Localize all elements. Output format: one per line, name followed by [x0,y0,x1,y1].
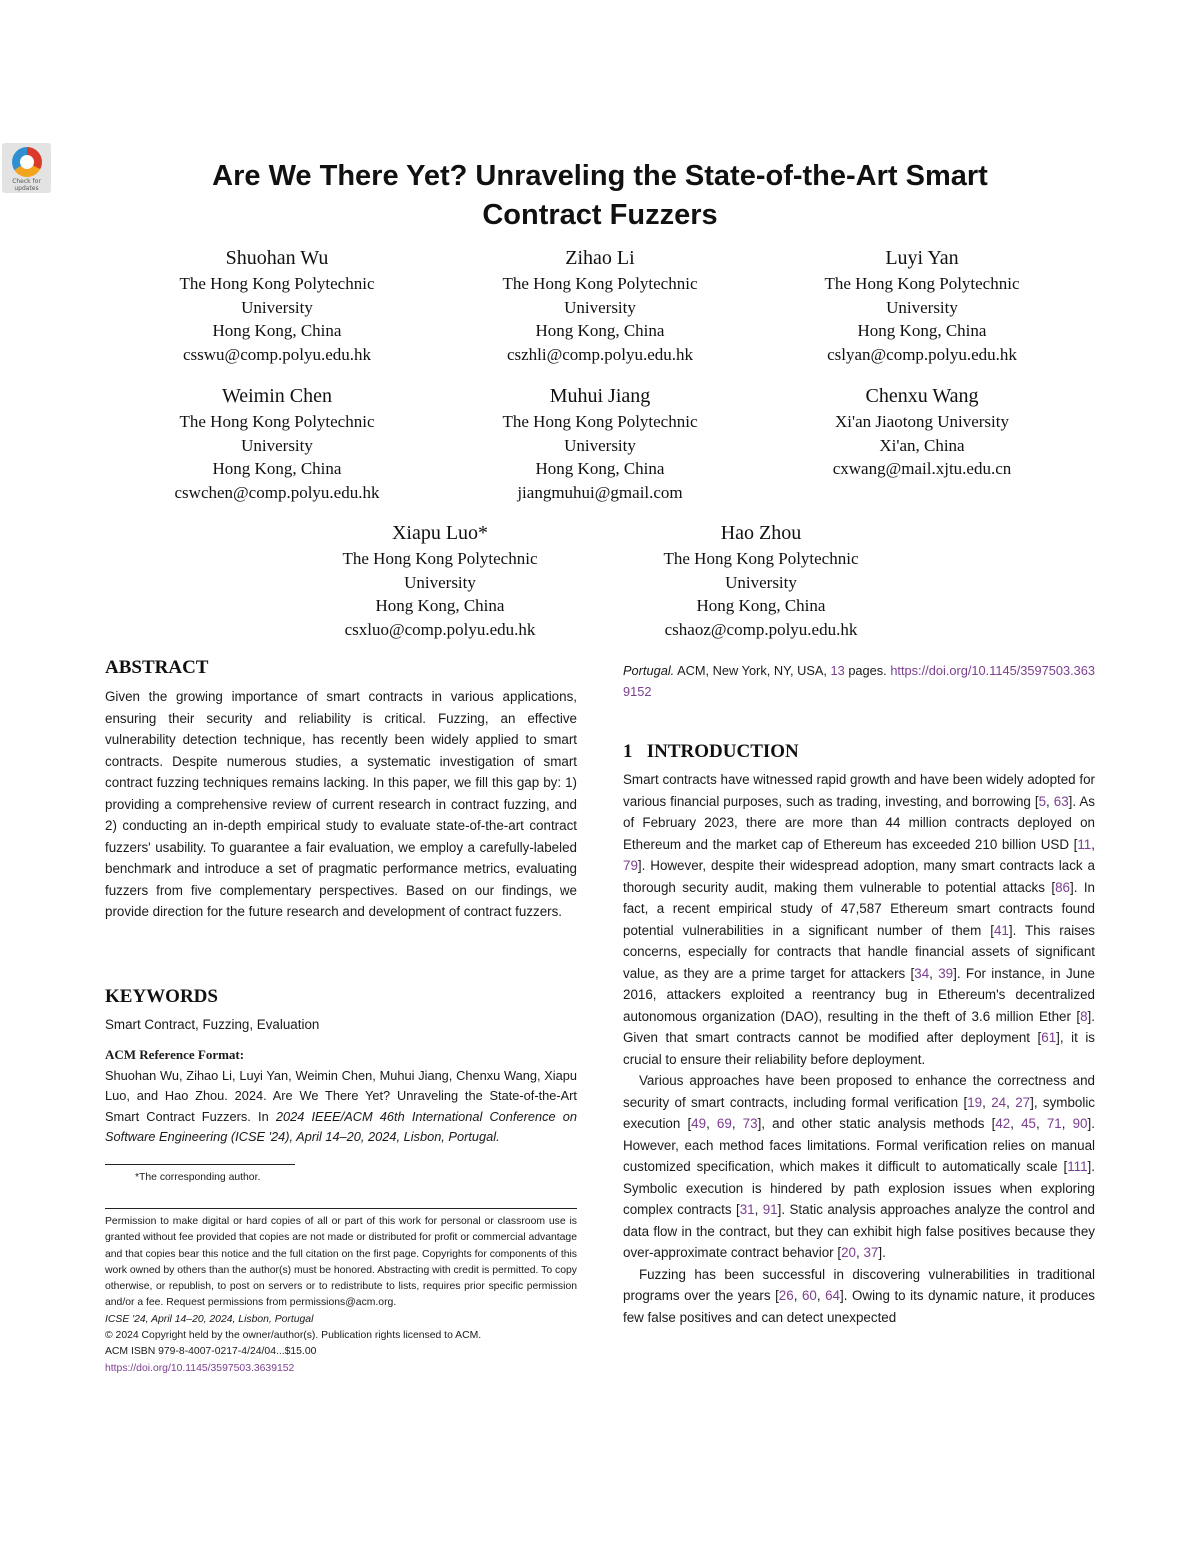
paragraph-text: ]. For instance, in June 2016, attackers exploited a reentrancy bug in Ethereum's decentralized autonomous organization (DAO), resulting in the theft of 3.6 million Ether [ [623,965,1095,1024]
author-email: cxwang@mail.xjtu.edu.cn [832,459,1012,478]
author-email: cshaoz@comp.polyu.edu.hk [664,619,858,639]
author-affiliation: The Hong Kong Polytechnic [179,274,375,293]
author-email: cslyan@comp.polyu.edu.hk [827,344,1017,364]
paragraph-text: Smart contracts have witnessed rapid growth and have been widely adopted for various financial purposes, such as trading, investing, and borrowing [ [623,772,1095,809]
author-name: Chenxu Wang [865,385,979,407]
author-block [772,383,1072,481]
paragraph-text: , [706,1116,717,1131]
paragraph-text: , [1010,1116,1022,1131]
author-affiliation: The Hong Kong Polytechnic [502,412,698,431]
paragraph-text: , [1046,793,1054,809]
citation-link[interactable]: 39 [938,965,954,981]
author-email: csswu@comp.polyu.edu.hk [183,344,371,364]
author-location: Hong Kong, China [375,596,505,615]
acm-reference-continued-text [623,661,1095,702]
paragraph-text: , [1091,836,1095,852]
author-email: cswchen@comp.polyu.edu.hk [174,482,380,502]
author-affiliation: University [241,297,313,317]
author-affiliation: The Hong Kong Polytechnic [179,412,375,431]
citation-link[interactable]: 20 [841,1245,856,1260]
intro-paragraph-2 [623,1070,1095,1264]
paragraph-text: , [929,965,939,981]
citation-link[interactable]: 111 [1067,1159,1088,1174]
author-block [127,383,427,504]
paragraph-text: , [1036,1116,1047,1131]
citation-link[interactable]: 73 [742,1116,758,1131]
author-email: cszhli@comp.polyu.edu.hk [506,344,694,364]
author-location: Hong Kong, China [535,459,665,478]
acm-reference-text [105,1066,577,1148]
title-line-1: Are We There Yet? Unraveling the State-of-the-Art Smart [212,160,988,192]
abstract-body [105,686,577,923]
keywords-text: Smart Contract, Fuzzing, Evaluation [105,1017,320,1032]
paragraph-text: , [731,1116,743,1131]
citation-link[interactable]: 86 [1055,879,1070,895]
permission-text: Permission to make digital or hard copies of all or part of this work for personal or classroom use is granted without fee provided that copies are not made or distributed for profit or commercial advantage and that copies bear this notice and the full citation on the first page. Copyrights for components of this work owned by others than the author(s) must be honored. Abstracting with credit is permitted. To copy otherwise, or republish, to post on servers or to redistribute to lists, requires prior specific permission and/or a fee. Request permissions from permissions@acm.org. [105,1216,577,1309]
author-affiliation: The Hong Kong Polytechnic [342,549,538,568]
citation-link[interactable]: 64 [825,1288,841,1303]
author-affiliation: The Hong Kong Polytechnic [663,549,859,568]
acm-reference-pages[interactable]: 13 [830,663,845,678]
citation-link[interactable]: 31 [739,1202,755,1217]
author-affiliation: University [886,297,958,317]
citation-link[interactable]: 8 [1080,1008,1088,1024]
paragraph-text: ]. As of February 2023, there are more than 44 million contracts deployed on Ethereum and the market cap of Ethereum has exceeded 210 billion USD [ [623,793,1095,852]
author-block [127,245,427,366]
author-block [611,520,911,641]
citation-link[interactable]: 41 [993,922,1009,938]
paragraph-text: ], and other static analysis methods [ [757,1116,996,1131]
citation-link[interactable]: 34 [914,965,930,981]
paragraph-text: Fuzzing has been successful in discovering vulnerabilities in traditional programs over the years [ [623,1266,1095,1303]
citation-link[interactable]: 42 [995,1116,1011,1131]
acm-reference-authors: Shuohan Wu, Zihao Li, Luyi Yan, Weimin Chen, Muhui Jiang, Chenxu Wang, Xiapu Luo, and Hao Zhou. 2024. Are We There Yet? Unraveling the State-of-the-Art Smart Contract Fuzzers. In [105,1067,577,1124]
author-affiliation: University [404,572,476,592]
paragraph-text: ]. However, despite their widespread adoption, many smart contracts lack a thorough security audit, making them vulnerable to potential attacks [ [623,858,1095,895]
citation-link[interactable]: 49 [691,1116,707,1131]
intro-paragraph-1 [623,769,1095,1070]
author-affiliation: University [725,572,797,592]
paragraph-text: ]. This raises concerns, especially for contracts that handle financial assets of significant value, as they are a prime target for attackers [ [623,922,1096,981]
author-location: Xi'an, China [879,435,965,455]
citation-link[interactable]: 61 [1041,1030,1057,1045]
author-name: Xiapu Luo* [391,522,489,544]
author-email: csxluo@comp.polyu.edu.hk [344,619,536,639]
author-location: Hong Kong, China [696,596,826,615]
author-affiliation: The Hong Kong Polytechnic [502,274,698,293]
citation-link[interactable]: 45 [1021,1116,1036,1131]
author-block [772,245,1072,366]
citation-link[interactable]: 27 [1015,1094,1031,1110]
footnote-rule [105,1164,295,1165]
paragraph-text: , [816,1288,826,1303]
introduction-number: 1 [623,741,633,762]
keywords-heading: KEYWORDS [105,986,218,1007]
citation-link[interactable]: 91 [762,1202,778,1217]
acm-reference-publisher: ACM, New York, NY, USA, [674,663,831,678]
badge-label: Check for updates [12,178,41,192]
paragraph-text: Various approaches have been proposed to enhance the correctness and security of smart contracts, including formal verification [ [623,1073,1095,1110]
paragraph-text: ]. Owing to its dynamic nature, it produces few false positives and can detect unexpected [623,1288,1095,1325]
permission-conference: ICSE '24, April 14–20, 2024, Lisbon, Portugal [105,1313,314,1325]
citation-link[interactable]: 79 [623,858,638,873]
acm-reference-doi-link[interactable]: https://doi.org/10.1145/3597503.3639152 [623,663,1095,699]
paragraph-text: ]. However, each method faces limitations. Formal verification relies on manual customized specification, which makes it difficult to automatically scale [ [623,1116,1095,1174]
paragraph-text: ], symbolic execution [ [623,1094,1095,1131]
author-name: Muhui Jiang [549,385,651,407]
acm-reference-pages-word: pages. [844,663,891,678]
paragraph-text: ]. Symbolic execution is hindered by path explosion issues when exploring complex contracts [ [623,1159,1095,1217]
author-location: Hong Kong, China [212,459,342,478]
author-affiliation: University [564,435,636,455]
author-location: Hong Kong, China [212,321,342,340]
author-block [450,383,750,504]
citation-link[interactable]: 69 [716,1116,732,1131]
footnote [105,1170,577,1186]
paragraph-text: ]. In fact, a recent empirical study of 47,587 Ethereum smart contracts found potential vulnerabilities in a significant number of them [ [623,879,1095,938]
author-block [290,520,590,641]
abstract-text: Given the growing importance of smart contracts in various applications, ensuring their security and reliability is critical. Fuzzing, an effective vulnerability detection technique, has recently been widely applied to smart contracts. Despite numerous studies, a systematic investigation of smart contract fuzzing techniques remains lacking. In this paper, we fill this gap by: 1) providing a comprehensive review of current research in contract fuzzing, and 2) conducting an in-depth empirical study to evaluate state-of-the-art contract fuzzers' usability. To guarantee a fair evaluation, we employ a carefully-labeled benchmark and introduce a set of pragmatic performance metrics, evaluating fuzzers from five complementary perspectives. Based on our findings, we provide direction for the future research and development of contract fuzzers. [105,689,577,919]
citation-link[interactable]: 5 [1038,793,1047,809]
paragraph-text: , [982,1094,992,1110]
citation-link[interactable]: 60 [801,1288,817,1303]
paragraph-text: , [1061,1116,1073,1131]
citation-link[interactable]: 71 [1046,1116,1062,1131]
citation-link[interactable]: 24 [991,1094,1007,1110]
acm-reference-continued [623,661,1095,702]
citation-link[interactable]: 19 [967,1094,983,1110]
permission-block [105,1214,577,1377]
introduction-body [623,769,1095,1328]
author-affiliation: Xi'an Jiaotong University [835,412,1009,431]
acm-reference [105,1045,577,1148]
citation-link[interactable]: 37 [863,1245,879,1260]
author-name: Zihao Li [565,247,635,269]
acm-reference-venue: 2024 IEEE/ACM 46th International Conference on Software Engineering (ICSE '24), April 14–20, 2024, Lisbon, Portugal. [105,1108,577,1144]
paragraph-text: , [855,1245,864,1260]
paragraph-text: ]. [878,1245,886,1260]
citation-link[interactable]: 90 [1072,1116,1088,1131]
paragraph-text: , [1006,1094,1016,1110]
abstract-heading: ABSTRACT [105,657,209,678]
paragraph-text: ]. Given that smart contracts cannot be modified after deployment [ [623,1008,1095,1045]
author-affiliation: University [564,297,636,317]
paragraph-text: ], it is crucial to ensure their reliability before deployment. [623,1030,1095,1067]
check-for-updates-badge[interactable] [2,143,51,193]
author-name: Weimin Chen [221,385,333,407]
citation-link[interactable]: 26 [778,1288,794,1303]
permission-rule [105,1208,577,1209]
keywords-body [105,1014,577,1036]
title-line-2: Contract Fuzzers [482,199,718,231]
author-affiliation: The Hong Kong Polytechnic [824,274,1020,293]
author-name: Hao Zhou [720,522,802,544]
intro-paragraph-3 [623,1264,1095,1329]
citation-link[interactable]: 11 [1077,836,1092,852]
citation-link[interactable]: 63 [1053,793,1069,809]
introduction-heading [623,740,799,764]
author-affiliation: University [241,435,313,455]
footnote-text: *The corresponding author. [135,1172,261,1183]
introduction-title: INTRODUCTION [646,741,799,762]
paragraph-text: ]. Static analysis approaches analyze the control and data flow in the contract, but they can exhibit high false positives because they over-approximate contract behavior [ [623,1202,1095,1260]
paper-title [100,157,1100,235]
author-name: Shuohan Wu [225,247,329,269]
permission-isbn: ACM ISBN 979-8-4007-0217-4/24/04...$15.00 [105,1346,317,1358]
permission-copyright: © 2024 Copyright held by the owner/author(s). Publication rights licensed to ACM. [105,1330,482,1342]
permission-doi-link[interactable]: https://doi.org/10.1145/3597503.3639152 [105,1362,295,1374]
paragraph-text: , [793,1288,802,1303]
author-location: Hong Kong, China [857,321,987,340]
acm-reference-heading: ACM Reference Format: [105,1047,245,1062]
crossmark-icon [12,147,42,177]
author-block [450,245,750,366]
author-name: Luyi Yan [885,247,959,269]
acm-reference-venue-end: Portugal. [623,663,675,678]
author-location: Hong Kong, China [535,321,665,340]
paragraph-text: , [754,1202,763,1217]
author-email: jiangmuhui@gmail.com [517,482,683,502]
